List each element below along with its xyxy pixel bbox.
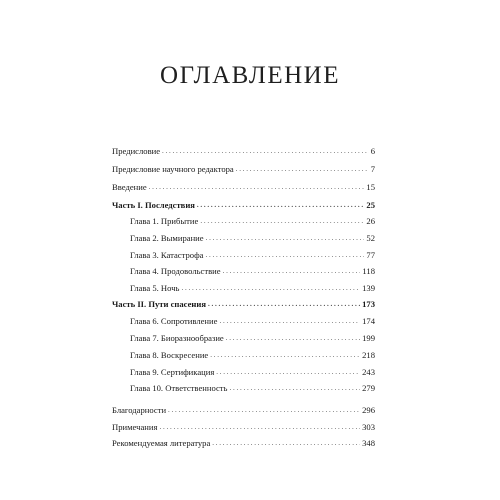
dot-leader (216, 366, 360, 378)
toc-section-row (112, 404, 375, 416)
toc-entry-label: Благодарности (112, 405, 167, 415)
dot-leader (168, 404, 360, 416)
toc-entry-label: Глава 8. Воскресение (130, 350, 209, 360)
toc-entry-label: Часть I. Последствия (112, 200, 195, 210)
toc-entry-page-number: 25 (366, 200, 375, 210)
toc-part-row (112, 199, 375, 211)
toc-entry-label: Предисловие (112, 146, 161, 156)
toc-section-row (112, 181, 375, 193)
toc-chapter-row (130, 332, 375, 344)
toc-entry-label: Глава 9. Сертификация (130, 367, 215, 377)
dot-leader (212, 437, 360, 449)
toc-entry-label: Рекомендуемая литература (112, 438, 211, 448)
dot-leader (162, 145, 369, 157)
toc-entry-label: Глава 5. Ночь (130, 283, 180, 293)
dot-leader (181, 282, 360, 294)
toc-entry-label: Глава 3. Катастрофа (130, 250, 204, 260)
toc-entry-page-number: 199 (362, 333, 375, 343)
toc-entry-page-number: 139 (362, 283, 375, 293)
toc-chapter-row (130, 265, 375, 277)
dot-leader (236, 163, 369, 175)
toc-entry-page-number: 279 (362, 383, 375, 393)
toc-chapter-row (130, 215, 375, 227)
toc-entry-page-number: 173 (362, 299, 375, 309)
toc-entry-label: Введение (112, 182, 147, 192)
toc-chapter-row (130, 232, 375, 244)
toc-entry-page-number: 77 (366, 250, 375, 260)
toc-entry-label: Глава 1. Прибытие (130, 216, 199, 226)
toc-entry-page-number: 52 (366, 233, 375, 243)
toc-entry-page-number: 296 (362, 405, 375, 415)
dot-leader (149, 181, 365, 193)
toc-entry-label: Глава 6. Сопротивление (130, 316, 218, 326)
toc-section-row (112, 437, 375, 449)
toc-chapter-row (130, 315, 375, 327)
toc-entry-page-number: 174 (362, 316, 375, 326)
toc-section-row (112, 145, 375, 157)
page-title: ОГЛАВЛЕНИЕ (160, 62, 340, 89)
toc-chapter-row (130, 349, 375, 361)
toc-entry-page-number: 7 (370, 164, 375, 174)
toc-entry-label: Глава 2. Вымирание (130, 233, 204, 243)
toc-section-row (112, 421, 375, 433)
toc-part-row (112, 298, 375, 310)
toc-entry-label: Примечания (112, 422, 158, 432)
toc-entry-page-number: 118 (362, 266, 375, 276)
toc-chapter-row (130, 249, 375, 261)
toc-entry-page-number: 26 (366, 216, 375, 226)
toc-entry-label: Глава 4. Продовольствие (130, 266, 221, 276)
toc-entry-page-number: 15 (366, 182, 375, 192)
toc-entry-page-number: 348 (362, 438, 375, 448)
dot-leader (208, 298, 360, 310)
dot-leader (197, 199, 364, 211)
toc-entry-label: Часть II. Пути спасения (112, 299, 206, 309)
toc-entry-page-number: 243 (362, 367, 375, 377)
dot-leader (229, 382, 360, 394)
toc-entry-label: Предисловие научного редактора (112, 164, 234, 174)
toc-entry-label: Глава 7. Биоразнообразие (130, 333, 224, 343)
dot-leader (210, 349, 360, 361)
dot-leader (159, 421, 360, 433)
toc-entry-page-number: 6 (370, 146, 375, 156)
toc-chapter-row (130, 282, 375, 294)
dot-leader (223, 265, 361, 277)
toc-chapter-row (130, 366, 375, 378)
toc-chapter-row (130, 382, 375, 394)
toc-entry-page-number: 218 (362, 350, 375, 360)
dot-leader (206, 232, 365, 244)
toc-entry-page-number: 303 (362, 422, 375, 432)
dot-leader (200, 215, 364, 227)
dot-leader (205, 249, 364, 261)
dot-leader (226, 332, 360, 344)
toc-section-row (112, 163, 375, 175)
toc-entry-label: Глава 10. Ответственность (130, 383, 228, 393)
dot-leader (219, 315, 360, 327)
